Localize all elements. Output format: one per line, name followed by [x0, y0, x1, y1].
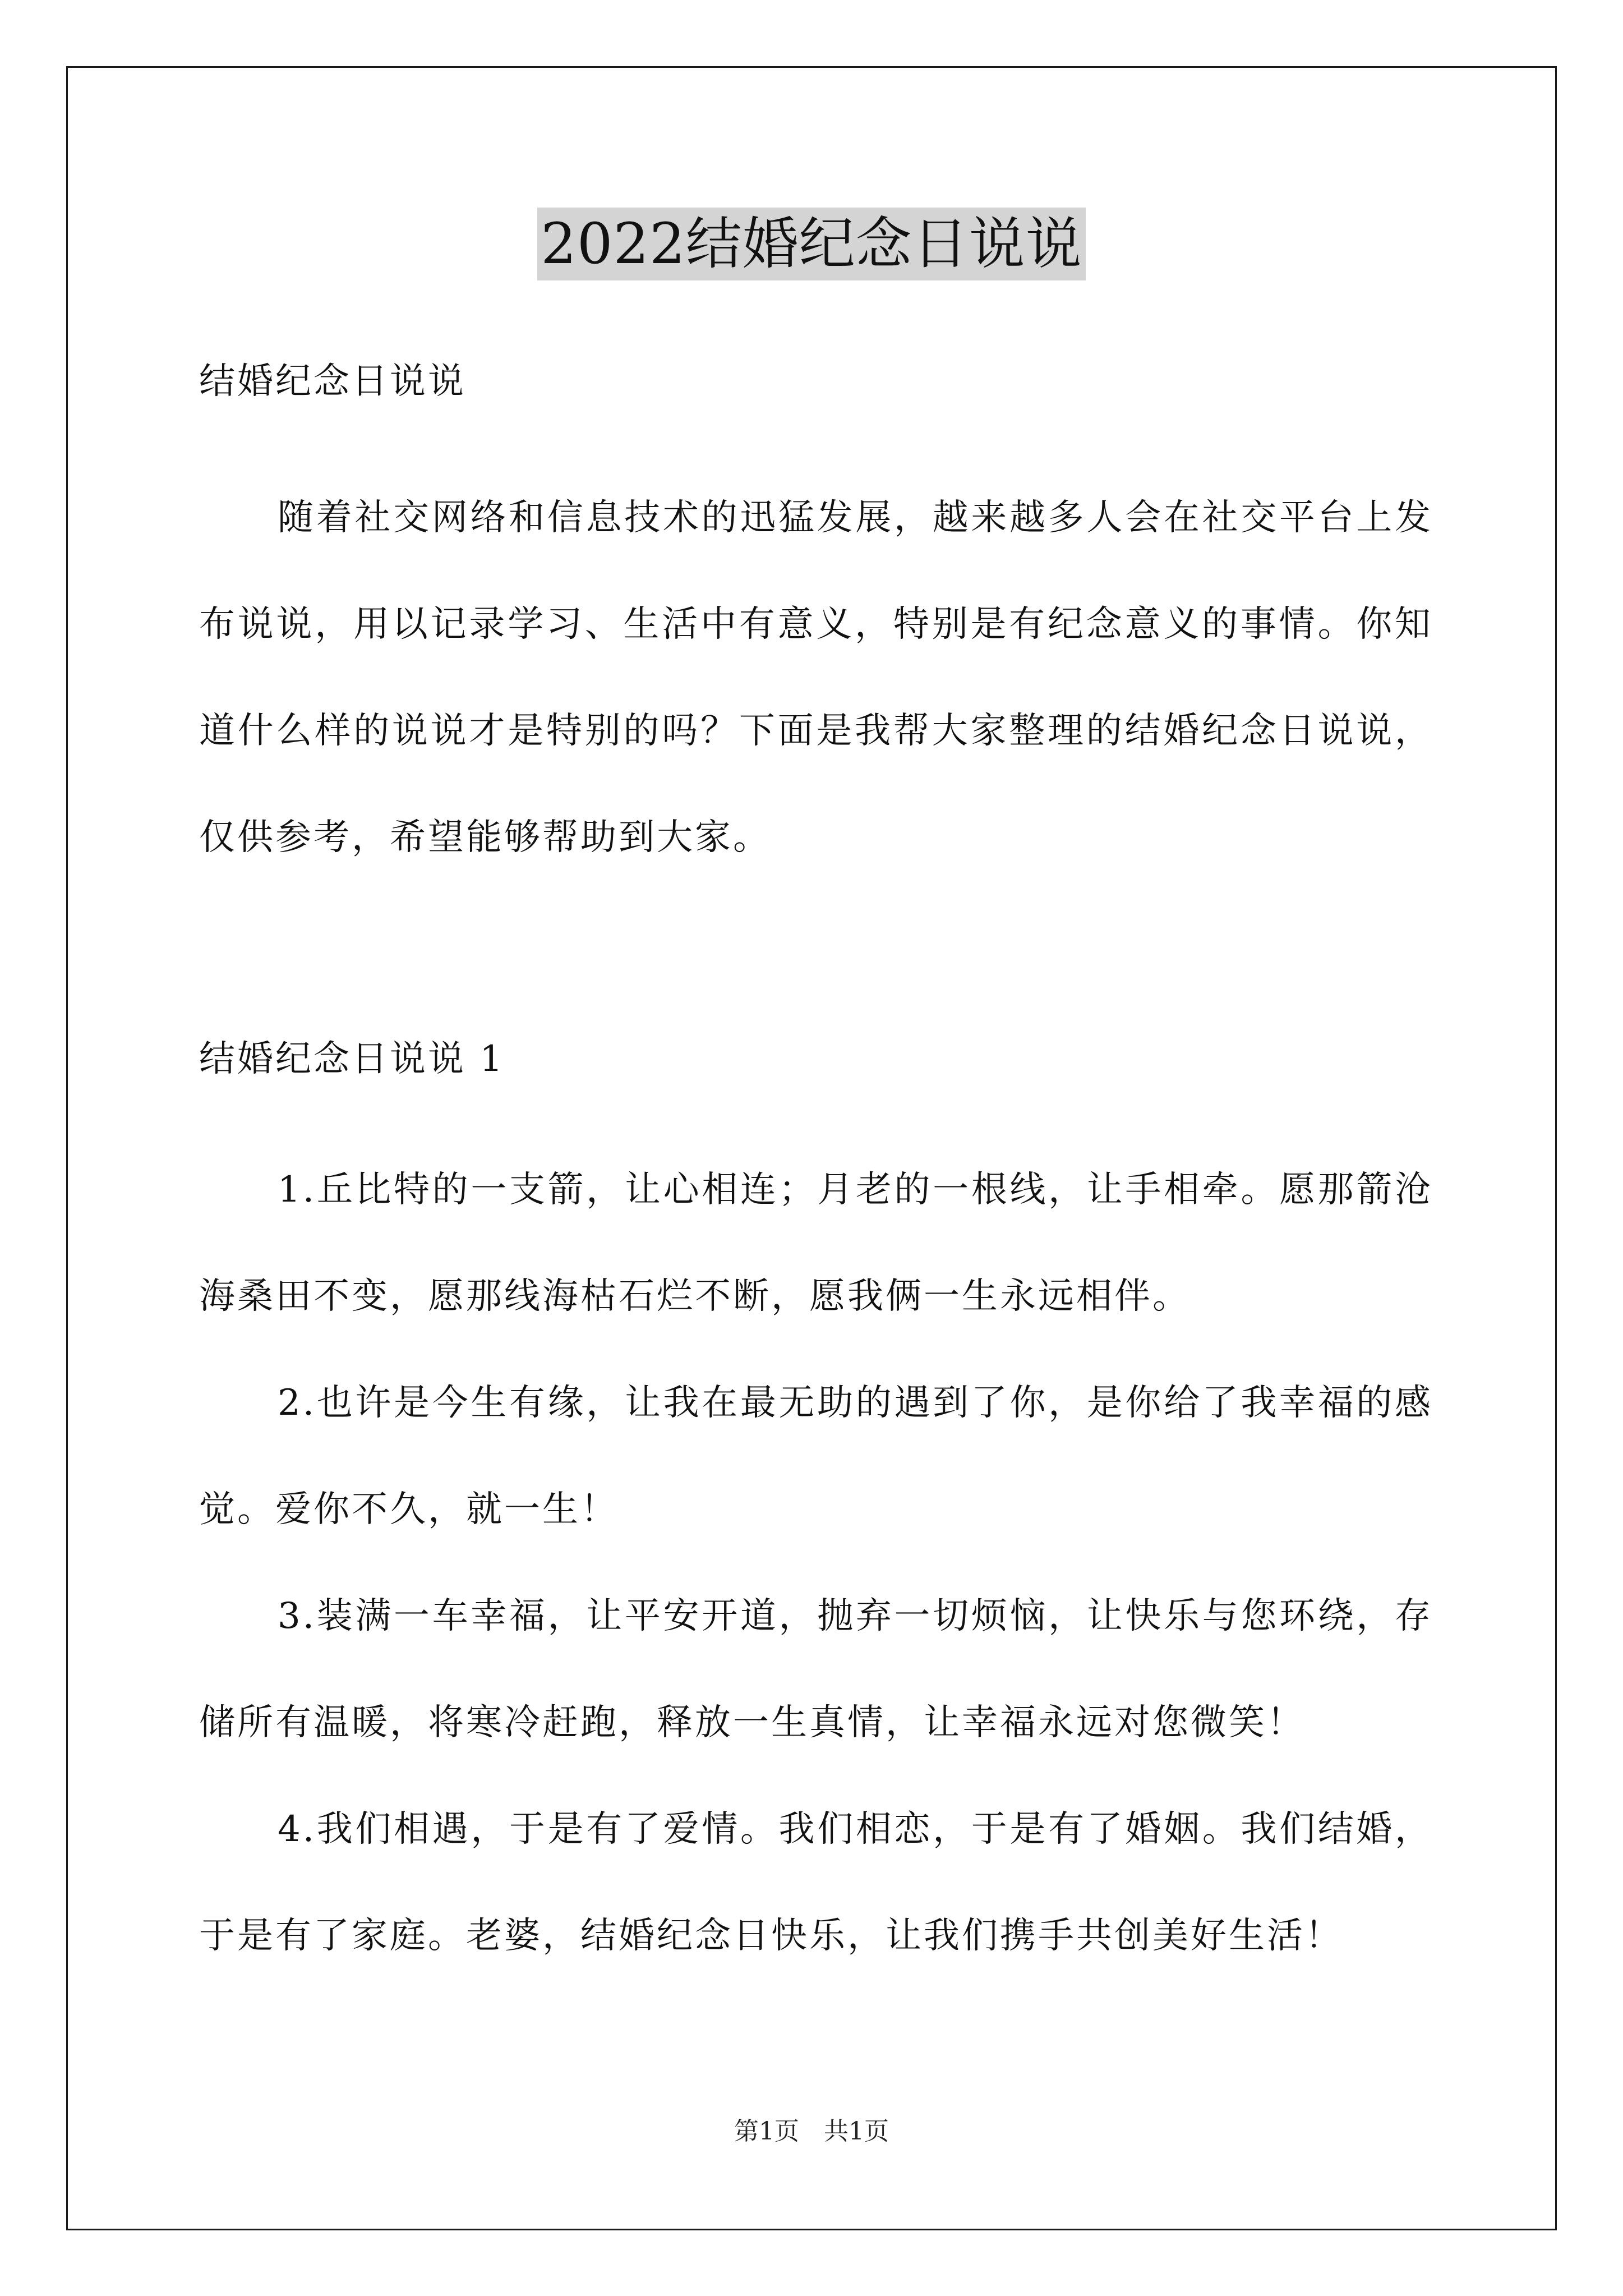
list-item-3: 3.装满一车幸福，让平安开道，抛弃一切烦恼，让快乐与您环绕，存储所有温暖，将寒冷赶跑，释放一生真情，让幸福永远对您微笑！ [199, 1595, 1433, 1743]
intro-paragraph: 随着社交网络和信息技术的迅猛发展，越来越多人会在社交平台上发布说说，用以记录学习、生活中有意义，特别是有纪念意义的事情。你知道什么样的说说才是特别的吗？下面是我帮大家整理的结婚纪念日说说，仅供参考，希望能够帮助到大家。 [199, 497, 1433, 858]
list-item-1: 1.丘比特的一支箭，让心相连；月老的一根线，让手相牵。愿那箭沧海桑田不变，愿那线海枯石烂不断，愿我俩一生永远相伴。 [199, 1169, 1433, 1317]
document-title: 2022结婚纪念日说说 [537, 208, 1086, 280]
page-number: 第1页 共1页 [734, 2117, 889, 2146]
page-footer [0, 2115, 1623, 2148]
list-item-4: 4.我们相遇，于是有了爱情。我们相恋，于是有了婚姻。我们结婚，于是有了家庭。老婆，结婚纪念日快乐，让我们携手共创美好生活！ [199, 1809, 1433, 1957]
document-body [199, 348, 1433, 1989]
list-item-2: 2.也许是今生有缘，让我在最无助的遇到了你，是你给了我幸福的感觉。爱你不久，就一生！ [199, 1382, 1433, 1530]
title-container [0, 208, 1623, 280]
section-heading: 结婚纪念日说说 [199, 361, 466, 402]
subsection-heading: 结婚纪念日说说 1 [199, 1038, 505, 1080]
